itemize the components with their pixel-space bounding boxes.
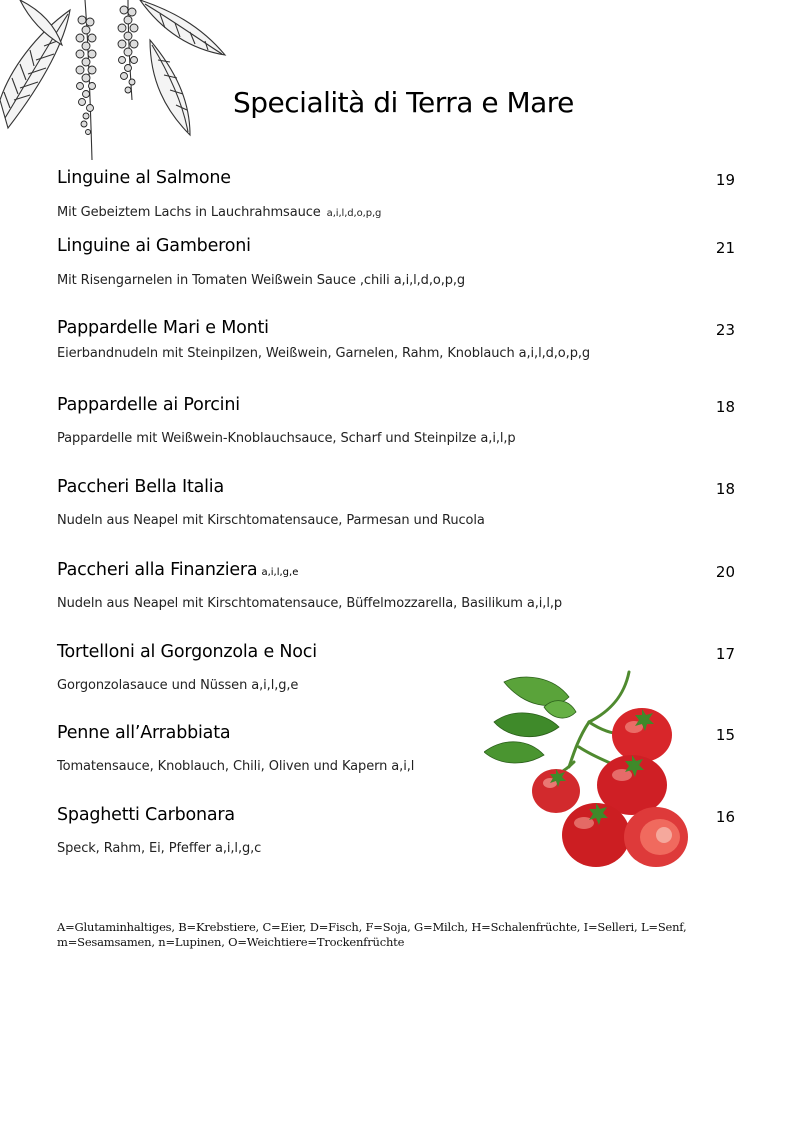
item-price: 17 (715, 645, 735, 663)
menu-item (57, 236, 737, 288)
item-description: Tomatensauce, Knoblauch, Chili, Oliven und Kapern a,i,l (57, 759, 415, 774)
item-allergens: a,i,l (391, 759, 415, 774)
pepper-plant-illustration (0, 0, 235, 165)
item-name: Paccheri Bella Italia (57, 477, 224, 497)
item-description: Eierbandnudeln mit Steinpilzen, Weißwein, Garnelen, Rahm, Knoblauch a,i,l,d,o,p,g (57, 346, 591, 361)
item-name: Pappardelle ai Porcini (57, 395, 240, 415)
item-name: Paccheri alla Finanziera a,i,l,g,e (57, 560, 299, 580)
item-description: Nudeln aus Neapel mit Kirschtomatensauce, Parmesan und Rucola (57, 513, 485, 528)
item-name: Linguine al Salmone (57, 168, 231, 188)
item-description: Mit Risengarnelen in Tomaten Weißwein Sauce ,chili a,i,l,d,o,p,g (57, 273, 466, 288)
item-allergens: a,i,l,d,o,p,g (518, 346, 591, 361)
page-title: Specialità di Terra e Mare (233, 86, 574, 119)
cherry-tomato-illustration (484, 667, 694, 877)
item-price: 19 (715, 171, 735, 189)
item-name: Linguine ai Gamberoni (57, 236, 251, 256)
item-name: Penne all’Arrabbiata (57, 723, 231, 743)
item-price: 23 (715, 321, 735, 339)
item-allergens: a,i,l,d,o,p,g (326, 208, 382, 219)
item-name-allergens: a,i,l,g,e (261, 567, 299, 578)
item-price: 18 (715, 398, 735, 416)
item-description: Gorgonzolasauce und Nüssen a,i,l,g,e (57, 678, 299, 693)
item-name: Pappardelle Mari e Monti (57, 318, 269, 338)
item-price: 16 (715, 808, 735, 826)
item-price: 21 (715, 239, 735, 257)
menu-item (57, 642, 737, 693)
menu-item (57, 168, 737, 220)
item-allergens: a,i,l,g,c (214, 841, 262, 856)
item-allergens: a,i,l,p (480, 431, 516, 446)
item-description: Pappardelle mit Weißwein-Knoblauchsauce, Scharf und Steinpilze a,i,l,p (57, 431, 516, 446)
item-name: Spaghetti Carbonara (57, 805, 235, 825)
menu-item (57, 560, 737, 611)
item-allergens: a,i,l,g,e (251, 678, 299, 693)
item-name: Tortelloni al Gorgonzola e Noci (57, 642, 317, 662)
item-description: Mit Gebeiztem Lachs in Lauchrahmsauce a,i,l,d,o,p,g (57, 205, 382, 220)
allergen-legend: A=Glutaminhaltiges, B=Krebstiere, C=Eier, D=Fisch, F=Soja, G=Milch, H=Schalenfrüchte, I=Selleri, L=Senf, m=Sesamsamen, n=Lupinen, O=Weichtiere=Trockenfrüchte (57, 919, 687, 949)
item-price: 18 (715, 480, 735, 498)
menu-item (57, 318, 737, 361)
item-allergens: a,i,l,d,o,p,g (393, 273, 466, 288)
item-description: Nudeln aus Neapel mit Kirschtomatensauce, Büffelmozzarella, Basilikum a,i,l,p (57, 596, 563, 611)
menu-item (57, 477, 737, 528)
item-price: 20 (715, 563, 735, 581)
item-price: 15 (715, 726, 735, 744)
item-allergens: a,i,l,p (526, 596, 563, 611)
menu-item (57, 395, 737, 446)
item-description: Speck, Rahm, Ei, Pfeffer a,i,l,g,c (57, 841, 262, 856)
